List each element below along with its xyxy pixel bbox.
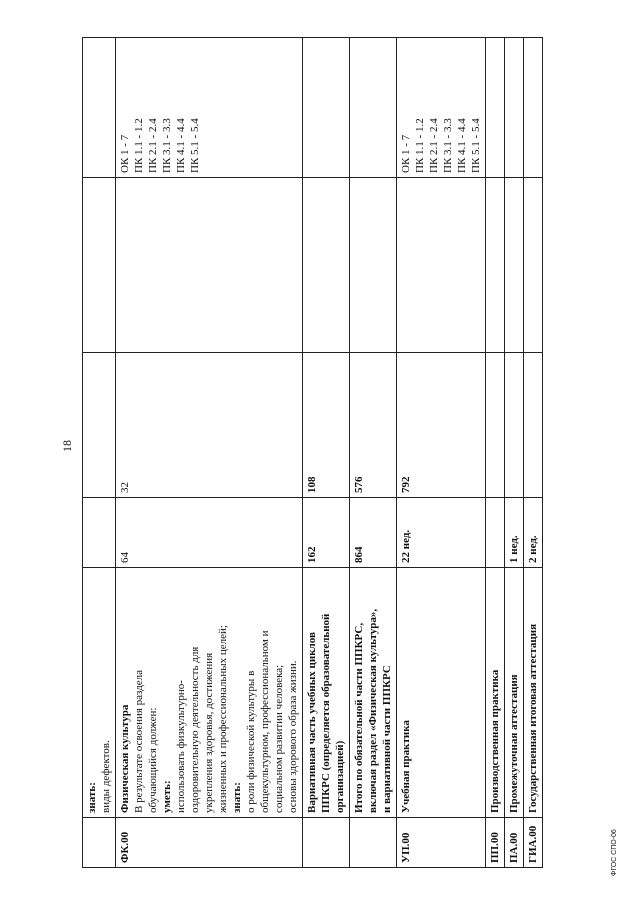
row-name-line: Учебная практика [400,720,412,813]
rotated-table-container [82,38,539,868]
row-name-line: Физическая культура [119,704,131,813]
table-row [116,38,303,868]
row-competencies: ОК 1 - 7 ПК 1.1 - 1.2 ПК 2.1 - 2.4 ПК 3.1 - 3.3 ПК 4.1 - 4.4 ПК 5.1 - 5.4 [397,38,486,178]
row-name-line: В результате освоения раздела [133,669,145,813]
row-name-line: о роли физической культуры в [245,670,257,813]
row-hours-max: 162 [303,498,350,568]
table-body [83,38,543,868]
row-code: ПА.00 [505,818,524,868]
row-hours-max: 2 нед. [524,498,543,568]
row-hours-obligatory [505,353,524,498]
page-number: 18 [60,440,74,452]
row-competencies [83,38,116,178]
row-name [350,568,397,818]
row-hours-obligatory [524,353,543,498]
row-name-line: укрепления здоровья, достижения [203,652,215,813]
row-competencies [505,38,524,178]
row-code [303,818,350,868]
row-name [486,568,505,818]
row-discipline [524,178,543,353]
row-name [524,568,543,818]
row-code [83,818,116,868]
row-name [397,568,486,818]
row-hours-obligatory: 792 [397,353,486,498]
row-name-line: организацией) [334,740,346,813]
row-hours-max: 22 нед. [397,498,486,568]
row-hours-max [486,498,505,568]
row-name-line: общекультурном, профессиональном и [259,630,271,813]
row-name-line: использовать физкультурно- [175,680,187,813]
row-name-line: основы здорового образа жизни. [287,660,299,813]
row-discipline [350,178,397,353]
row-competencies: ОК 1 - 7 ПК 1.1 - 1.2 ПК 2.1 - 2.4 ПК 3.1 - 3.3 ПК 4.1 - 4.4 ПК 5.1 - 5.4 [116,38,303,178]
row-hours-max: 64 [116,498,303,568]
row-name-line: Вариативная часть учебных циклов [306,632,318,813]
row-name-line: ППКРС (определяется образовательной [320,613,332,813]
row-name-line: и вариативной части ППКРС [381,665,393,813]
row-code: УП.00 [397,818,486,868]
row-code [350,818,397,868]
row-code: ГИА.00 [524,818,543,868]
row-name [83,568,116,818]
row-hours-obligatory: 576 [350,353,397,498]
curriculum-table [82,37,543,868]
table-row [486,38,505,868]
row-code: ПП.00 [486,818,505,868]
row-hours-max [83,498,116,568]
row-name-line: знать: [86,782,98,813]
table-row [303,38,350,868]
row-competencies [303,38,350,178]
row-name-line: виды дефектов. [100,740,112,813]
row-hours-obligatory: 32 [116,353,303,498]
row-name-line: социальном развитии человека; [273,664,285,813]
row-competencies [524,38,543,178]
row-name-line: обучающийся должен: [147,707,159,813]
row-hours-obligatory: 108 [303,353,350,498]
table-row [524,38,543,868]
table-row [83,38,116,868]
row-competencies [486,38,505,178]
footer-code: ФГОС СПО-06 [611,829,618,876]
row-discipline [303,178,350,353]
row-discipline [83,178,116,353]
row-name-line: Производственная практика [489,669,501,813]
row-name-line: Итого по обязательной части ППКРС, [353,622,365,813]
row-name-line: Промежуточная аттестация [508,674,520,813]
row-hours-obligatory [83,353,116,498]
row-hours-obligatory [486,353,505,498]
row-name [505,568,524,818]
row-discipline [116,178,303,353]
row-competencies [350,38,397,178]
row-discipline [397,178,486,353]
row-hours-max: 1 нед. [505,498,524,568]
row-code: ФК.00 [116,818,303,868]
table-row [397,38,486,868]
row-discipline [505,178,524,353]
row-name-line: включая раздел «Физическая культура», [367,608,379,813]
row-hours-max: 864 [350,498,397,568]
row-name-line: знать: [231,782,243,813]
row-name [303,568,350,818]
table-row [505,38,524,868]
row-name-line: Государственная итоговая аттестация [527,623,539,813]
table-row [350,38,397,868]
row-name [116,568,303,818]
row-name-line: оздоровительную деятельность для [189,646,201,813]
row-name-line: уметь: [161,780,173,813]
row-name-line: жизненных и профессиональных целей; [217,625,229,813]
row-discipline [486,178,505,353]
